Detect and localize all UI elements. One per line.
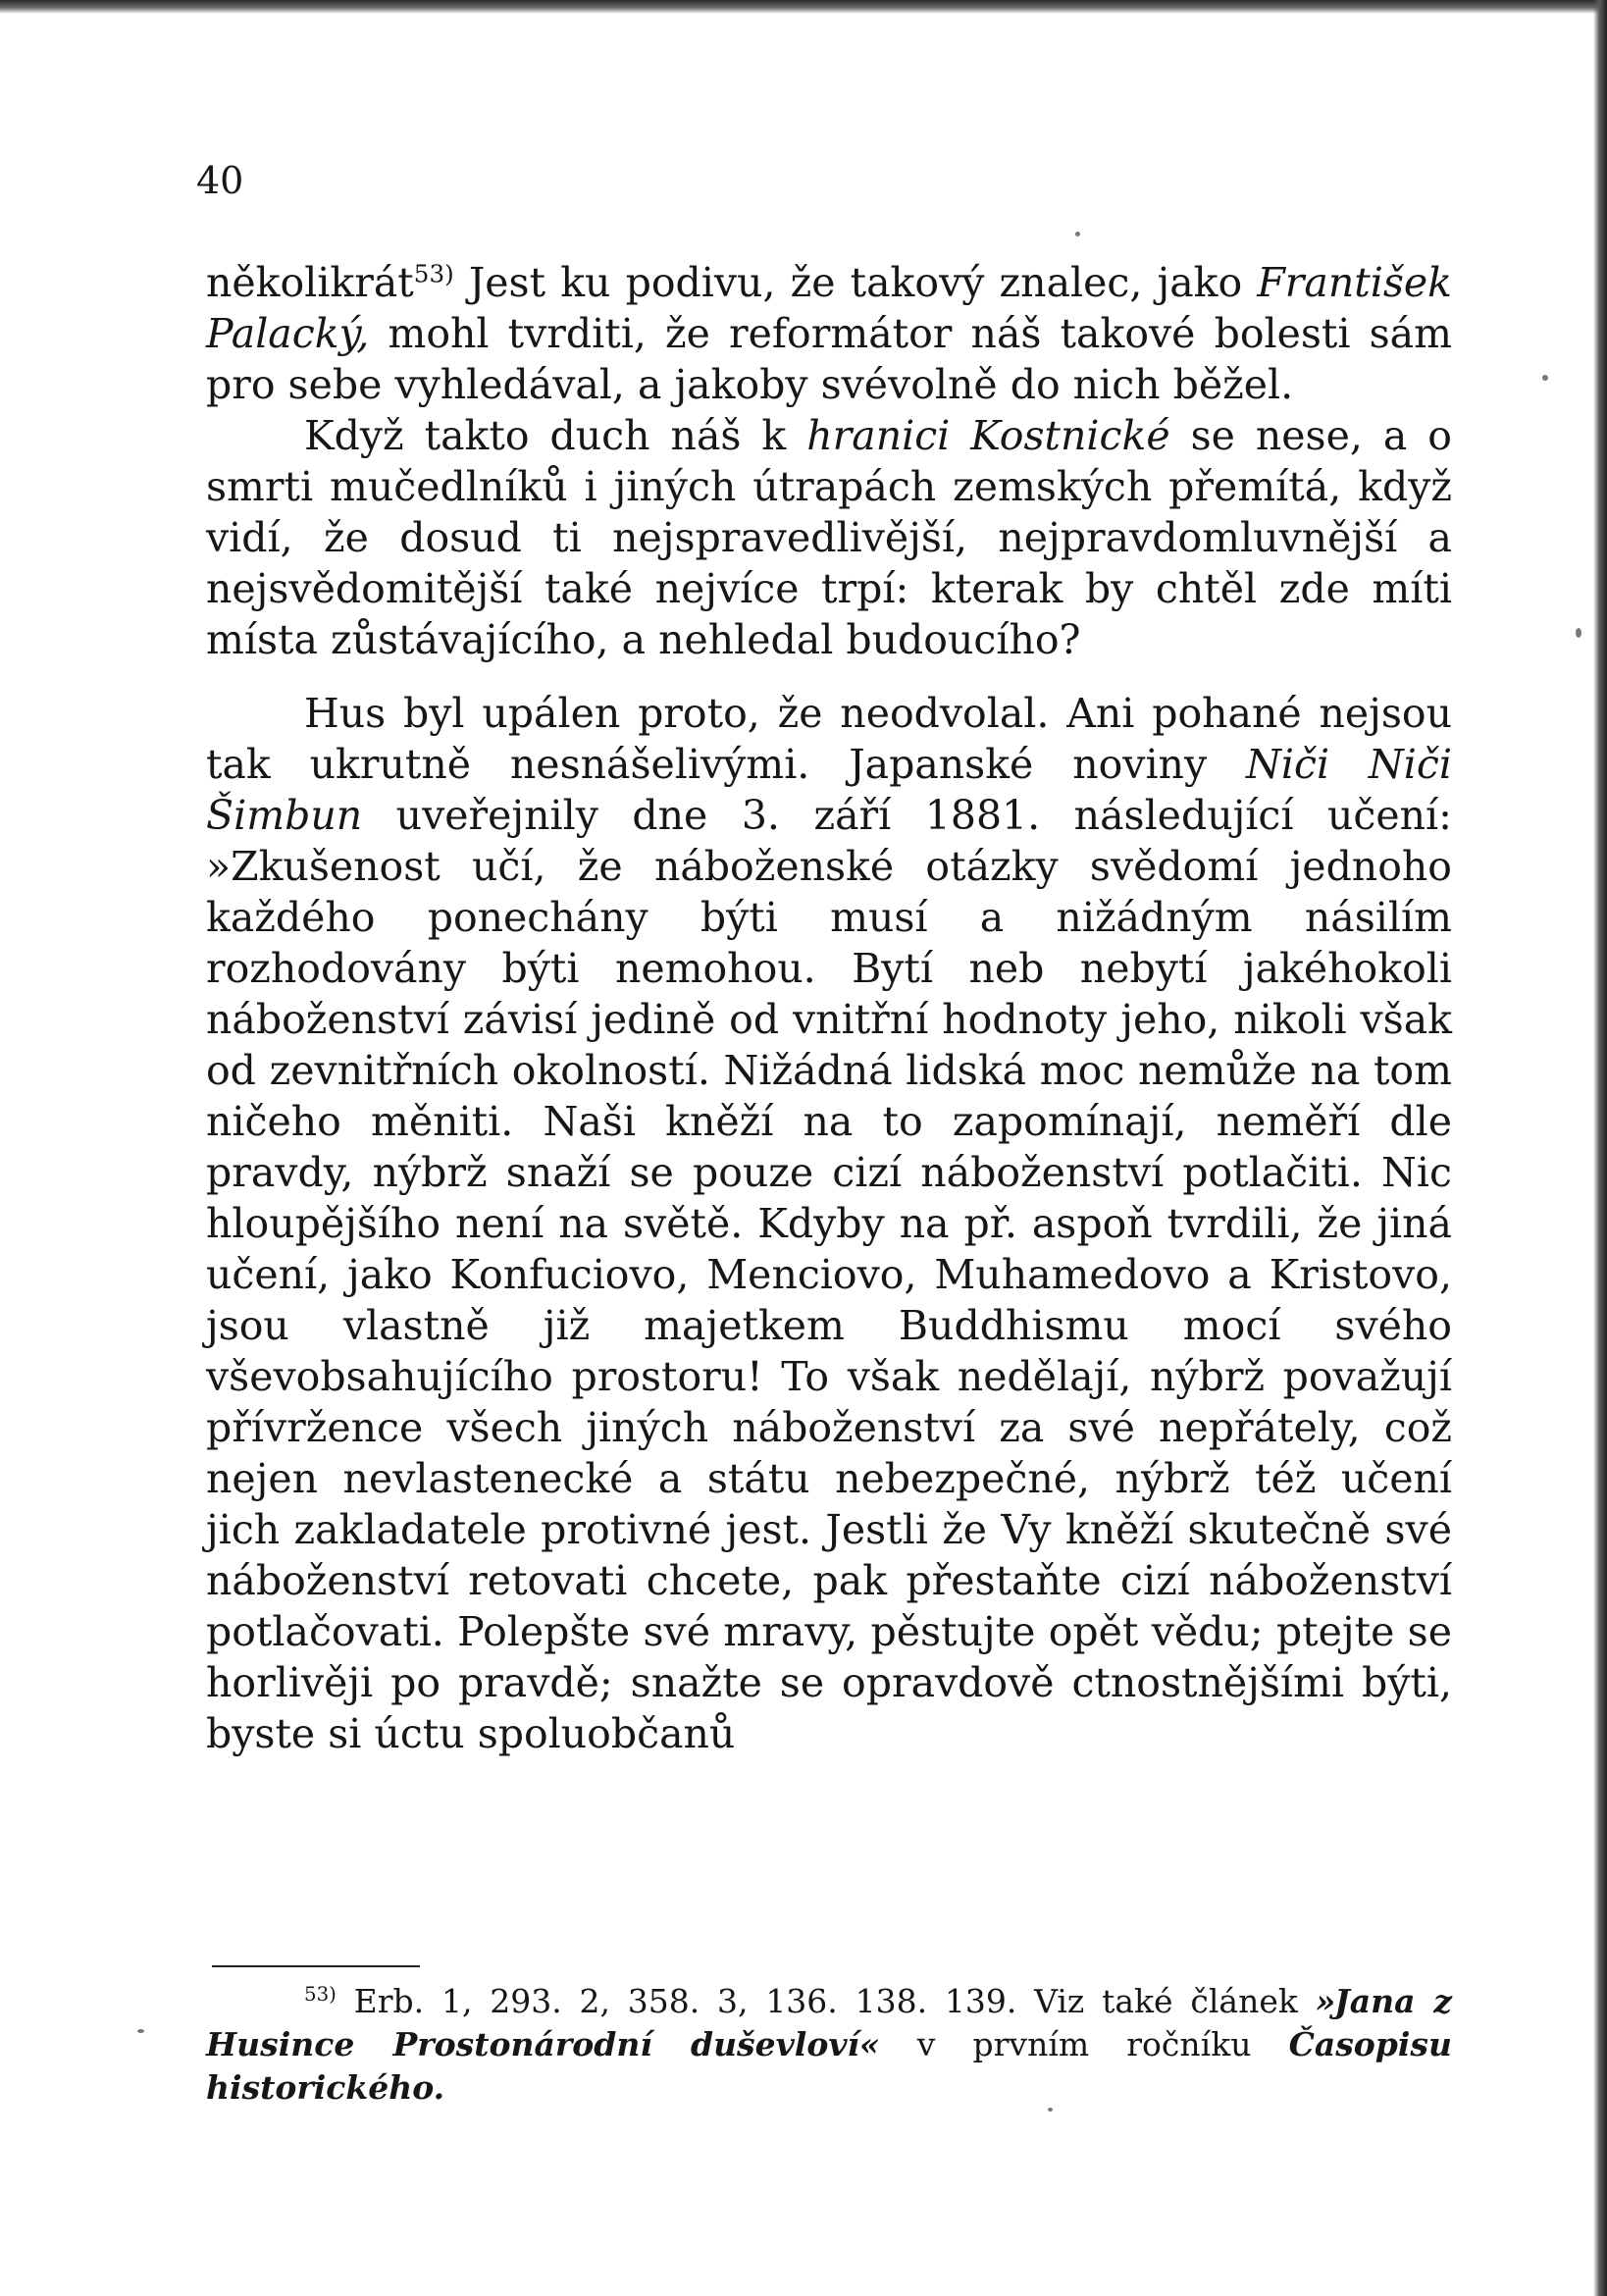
scan-right-edge (1593, 0, 1607, 2296)
scan-speck (1542, 375, 1548, 381)
author-name: František Palacký, (206, 259, 1452, 357)
emphasis-hranice: hranici Kostnické (806, 412, 1170, 459)
paragraph-3-start: Hus byl upálen proto, že neodvolal. Ani pohané nejsou tak ukrutně nesnášelivými. Japanské noviny (206, 690, 1452, 788)
footnote-article-title: »Jana z Husince Prostonárodní duševloví« (206, 1982, 1452, 2063)
scan-speck (1075, 232, 1080, 236)
newspaper-title: Niči Niči Šimbun (206, 741, 1452, 839)
paragraph-3 (206, 688, 1452, 1759)
scan-speck (137, 2029, 144, 2033)
footnotes (206, 1980, 1452, 2110)
footnote-reference: 53) (413, 259, 454, 288)
paragraph-1-text: Jest ku podivu, že takový znalec, jako (453, 259, 1258, 306)
paragraph-2 (206, 410, 1452, 665)
scan-speck (1576, 628, 1581, 638)
footnote-text-start: Erb. 1, 293. 2, 358. 3, 136. 138. 139. Viz také článek (336, 1982, 1316, 2020)
footnote-text-mid: v prvním ročníku (879, 2025, 1289, 2063)
page-number: 40 (196, 159, 244, 202)
scan-top-edge (0, 0, 1607, 14)
paragraph-1-start: několikrát (206, 259, 414, 306)
footnote-53 (206, 1980, 1452, 2110)
scan-speck (1048, 2108, 1053, 2112)
paragraph-2-end: se nese, a o smrti mučedlníků i jiných útrapách zemských přemítá, když vidí, že dosud ti nejspravedlivější, nejpravdomluvnější a nejsvědomitější také nejvíce trpí: kterak by chtěl zde míti místa zůstávajícího, a nehledal budoucího? (206, 412, 1452, 663)
footnote-journal-title: Časopisu historického. (206, 2025, 1452, 2107)
footnote-marker: 53) (304, 1983, 337, 2007)
paragraph-2-start: Když takto duch náš k (304, 412, 807, 459)
paragraph-3-end: uveřejnily dne 3. září 1881. následující učení: »Zkušenost učí, že náboženské otázky svědomí jednoho každého ponechány býti musí a nižádným násilím rozhodovány býti nemohou. Bytí neb nebytí jakéhokoli náboženství závisí jedině od vnitřní hodnoty jeho, nikoli však od zevnitřních okolností. Nižádná lidská moc nemůže na tom ničeho měniti. Naši kněží na to zapomínají, neměří dle pravdy, nýbrž snaží se pouze cizí náboženství potlačiti. Nic hloupějšího není na světě. Kdyby na př. aspoň tvrdili, že jiná učení, jako Konfuciovo, Menciovo, Muhamedovo a Kristovo, jsou vlastně již majetkem Buddhismu mocí svého vševobsahujícího prostoru! To však nedělají, nýbrž považují přívržence všech jiných náboženství za své nepřátely, což nejen nevlastenecké a státu nebezpečné, nýbrž též učení jich zakladatele protivné jest. Jestli že Vy kněží skutečně své náboženství retovati chcete, pak přestaňte cizí náboženství potlačovati. Polepšte své mravy, pěstujte opět vědu; ptejte se horlivěji po pravdě; snažte se opravdově ctnostnějšími býti, byste si úctu spoluobčanů (206, 792, 1452, 1757)
body-text (206, 257, 1452, 1759)
paragraph-1-end: mohl tvrditi, že reformátor náš takové bolesti sám pro sebe vyhledával, a jakoby svévolně do nich běžel. (206, 310, 1452, 408)
paragraph-1 (206, 257, 1452, 410)
footnote-divider (212, 1965, 420, 1967)
